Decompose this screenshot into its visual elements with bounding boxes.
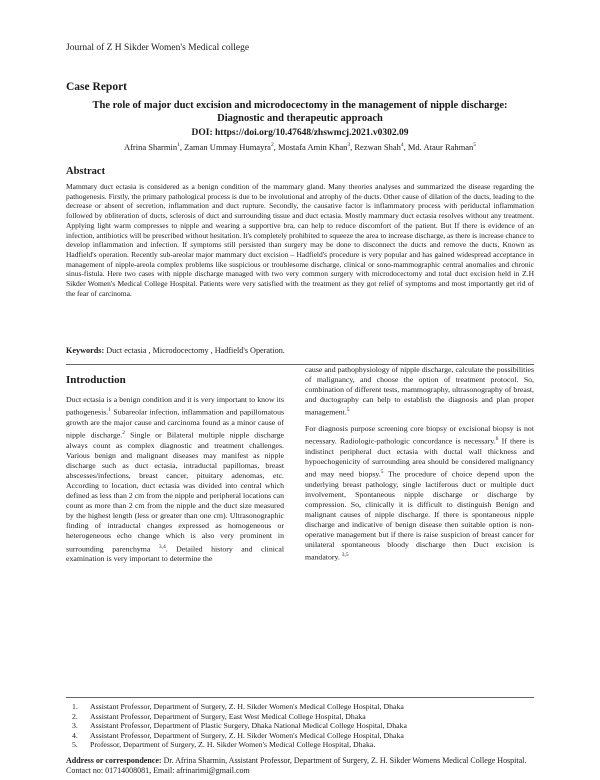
author-sup: 3 — [347, 142, 351, 149]
author-list: Afrina Sharmin$^1$, Zaman Ummay Humayra$^2$, Mostafa Amin Khan$^3$, Rezwan Shah$^4$, Md. Ataur Rahman$^5$ — [123, 142, 477, 152]
author-name: Md. Ataur Rahman — [407, 142, 474, 152]
affiliation-list — [72, 702, 534, 750]
doi-link[interactable]: DOI: https://doi.org/10.47648/zhswmcj.2021.v0302.09 — [191, 128, 409, 138]
affiliation-item: 4. Assistant Professor, Department of Surgery, Z. H. Sikder Women's Medical College Hospital, Dhaka — [72, 730, 404, 740]
address-label: Address or correspondence: — [66, 756, 162, 765]
keywords — [66, 346, 534, 355]
keywords-text: Duct ectasia , Microdocectomy , Hadfield's Operation. — [106, 346, 285, 355]
intro-right-column — [305, 365, 534, 569]
intro-paragraph: For diagnosis purpose screening core biopsy or excisional biopsy is not necessary. Radiologic-pathologic concordance is necessary.$^6$ If there is indistinct peripheral duct ectasia with ductal wall thickness and hypoechogenicity of surrounding area should be considered malignancy and may need biopsy.$^5$ The procedure of choice depend upon the underlying breast pathology, single lactiferous duct or multiple duct involvement, Spontaneous nipple discharge or discharge by compression. So, clinically it is difficult to distinguish Benign and malignant causes of nipple discharge. If there is spontaneous nipple discharge and indicative of benign disease then suitable option is non-operative management but if there is raise suspicion of breast cancer for unilateral spontaneous bloody discharge then Duct excision is mandatory. $^{3,5}$ — [305, 424, 535, 562]
author-sup: 4 — [400, 142, 404, 149]
author-sup: 1 — [177, 142, 180, 149]
author-name: Zaman Ummay Humayra — [184, 142, 271, 152]
address-text: Dr. Afrina Sharmin, Assistant Professor, Department of Surgery, Z. H. Sikder Womens Medical College Hospital. Contact no: 01714008081, Email: afrinarimi@gmail.com — [66, 756, 527, 775]
introduction-heading: Introduction — [66, 374, 126, 386]
author-name: Rezwan Shah — [354, 142, 401, 152]
abstract-text: Mammary duct ectasia is considered as a benign condition of the mammary gland. Many theories analyses and summarized the disease regarding the pathogenesis. Firstly, the primary pathological process is due to be involutional and atrophy of the ducts. Other cause of dilation of the ducts, leading to the decrease or absent of secretion, inflammation and duct rupture. Secondly, the causative factor is inflammatory process with periductal inflammation followed by obliteration of ducts, sclerosis of duct and surrounding tissue and duct ectasia. Mostly mammary duct ectasia resolves without any treatment. Applying light warm compresses to nipple and wearing a supportive bra, can help to reduce discomfort of the patient. But If there is evidence of an infection, antibiotics will be prescribed without hesitation. It's completely prohibited to squeeze the area to increase discharge, as there is increase chance to develop inflammation and infection. If symptoms still persisted than surgery may be done to disconnect the ducts and remove the ducts, Known as Hadfield's operation. Recently sub-areolar major mammary duct excision – Hadfield's procedure is very popular and has gained widespread acceptance in management of nipple-areola complex problems like suspicious or troublesome discharge, clinical or sono-mammographic central anomalies and chronic sinus-fistula. Here two cases with nipple discharge managed with two very common surgery with microdocectomy and total duct excision held in Z.H Sikder Women's Medical College Hospital. Patients were very satisfied with the treatment as they got relief of symptoms and most importantly get rid of the fear of carcinoma. — [66, 182, 534, 298]
affiliation-item: 3. Assistant Professor, Department of Plastic Surgery, Dhaka National Medical College Hospital, Dhaka — [72, 721, 407, 730]
author-name: Mostafa Amin Khan — [277, 142, 348, 152]
keywords-label: Keywords: — [66, 346, 105, 355]
abstract-heading: Abstract — [66, 166, 106, 177]
author-sup: 2 — [270, 142, 274, 149]
intro-paragraph: cause and pathophysiology of nipple discharge, calculate the possibilities of malignancy, and choose the option of treatment protocol. So, combination of different tests, mammography, ultrasonography of breast, and ductography can help to establish the diagnosis and plan proper management.$^5$ — [305, 365, 534, 417]
affiliation-item: 2. Assistant Professor, Department of Surgery, East West Medical College Hospital, Dhaka — [72, 711, 366, 721]
article-title: The role of major duct excision and microdocectomy in the management of nipple discharge: Diagnostic and therapeutic approach — [92, 100, 508, 124]
intro-left-column — [66, 395, 284, 570]
affiliation-item: 1. Assistant Professor, Department of Surgery, Z. H. Sikder Women's Medical College Hospital, Dhaka — [72, 702, 404, 711]
footnote-divider — [66, 697, 534, 698]
author-name: Afrina Sharmin — [123, 142, 178, 152]
affiliation-item: 5. Professor, Department of Surgery, Z. H. Sikder Women's Medical College Hospital, Dhaka. — [72, 740, 376, 749]
author-sup: 5 — [473, 142, 477, 149]
intro-paragraph: Duct ectasia is a benign condition and it is very important to know its pathogenesis.$^1$ Subareolar infection, inflammation and papillomatous growth are the major cause and carcinoma found as a minor cause of nipple discharge.$^2$ Single or Bilateral multiple nipple discharge always count as complex diagnostic and treatment challenges. Various benign and malignant diseases may manifest as nipple discharge such as duct ectasia, intraductal papillomas, breast abscesses/infections, breast cancer, pituitary adenomas, etc. According to location, duct ectasia was divided into central which defined as less than 2 cm from the nipple and peripheral locations can count as more than 2 cm from the nipple and the duct size measured by the highest length (less or greater than one cm). Ultrasonographic finding of intraductal changes expressed as homogeneous or heterogeneous echo change which is also very prominent in surrounding parenchyma $^{3,4}$. Detailed history and clinical examination is very important to determine the — [66, 395, 285, 564]
article-type: Case Report — [66, 81, 127, 93]
journal-name: Journal of Z H Sikder Women's Medical college — [66, 43, 250, 53]
correspondence-address — [66, 756, 534, 775]
